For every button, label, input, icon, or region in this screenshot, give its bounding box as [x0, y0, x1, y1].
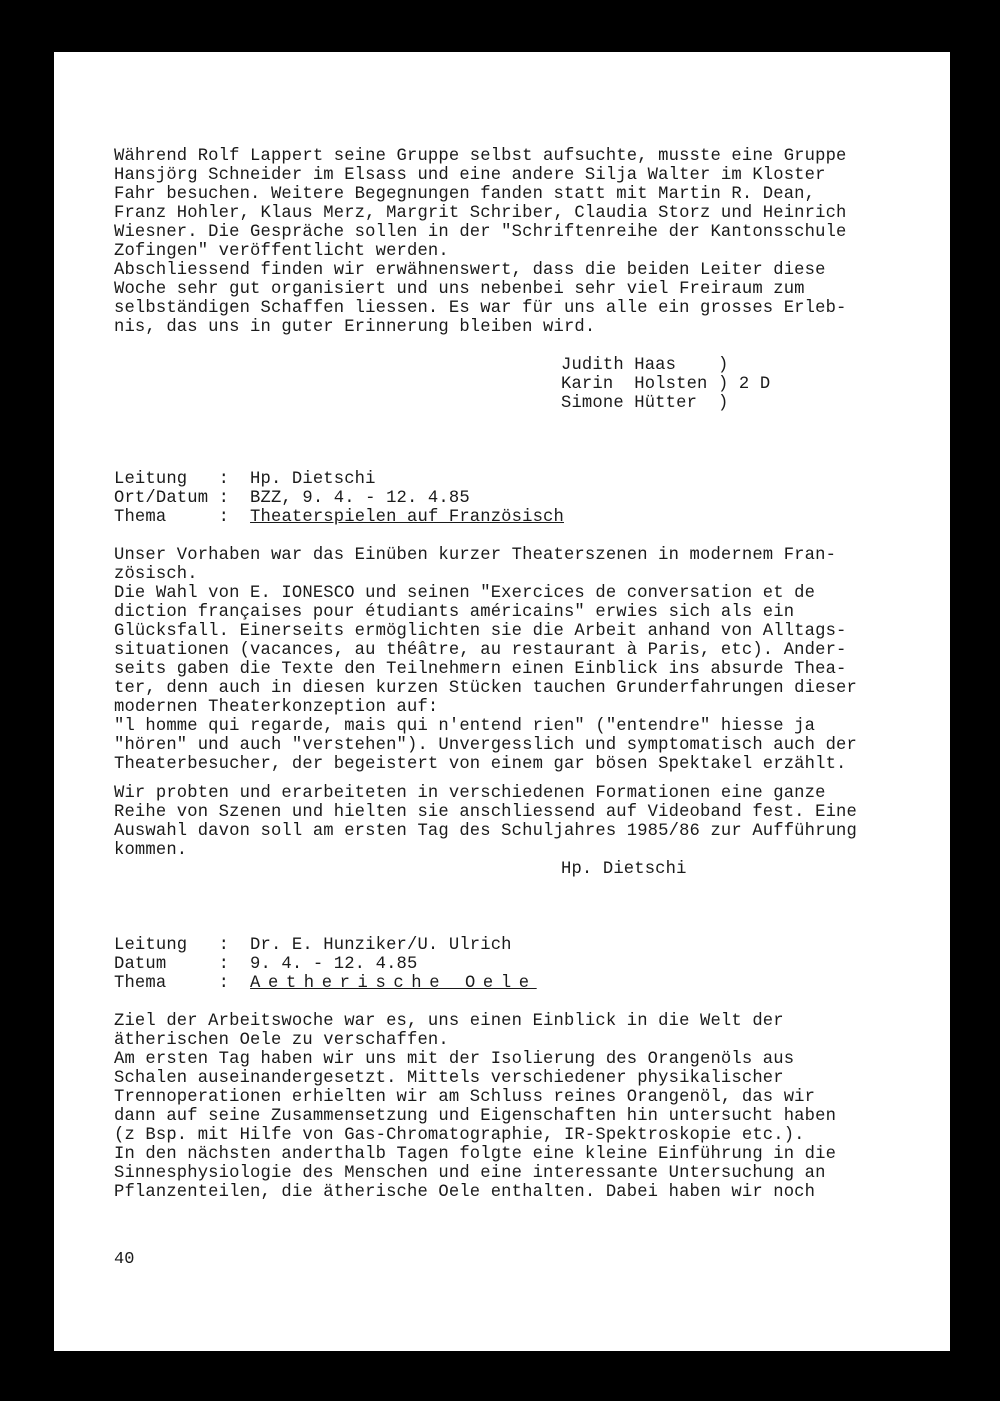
text-line: Ziel der Arbeitswoche war es, uns einen Einblick in die Welt der [114, 1012, 784, 1031]
thema-title: Theaterspielen auf Französisch [250, 508, 564, 527]
text-line: "l homme qui regarde, mais qui n'entend rien" ("entendre" hiesse ja [114, 717, 816, 736]
text-line: seits gaben die Texte den Teilnehmern einen Einblick ins absurde Thea- [114, 660, 847, 679]
text-line: Schalen auseinandergesetzt. Mittels verschiedener physikalischer [114, 1069, 784, 1088]
text-line: In den nächsten anderthalb Tagen folgte eine kleine Einführung in die [114, 1145, 837, 1164]
document-page [54, 52, 950, 1351]
thema-label: Thema : [114, 974, 251, 993]
text-line: Sinnesphysiologie des Menschen und eine interessante Untersuchung an [114, 1164, 826, 1183]
header-thema [114, 974, 537, 993]
thema-title: Aetherische Oele [250, 974, 537, 993]
header-leitung: Leitung : Dr. E. Hunziker/U. Ulrich [114, 936, 512, 955]
text-line: Franz Hohler, Klaus Merz, Margrit Schriber, Claudia Storz und Heinrich [114, 204, 847, 223]
text-line: Während Rolf Lappert seine Gruppe selbst aufsuchte, musste eine Gruppe [114, 147, 847, 166]
header-ort-datum: Ort/Datum : BZZ, 9. 4. - 12. 4.85 [114, 489, 470, 508]
text-line: Die Wahl von E. IONESCO und seinen "Exercices de conversation et de [114, 584, 816, 603]
text-line: Zofingen" veröffentlicht werden. [114, 242, 449, 261]
text-line: ätherischen Oele zu verschaffen. [114, 1031, 449, 1050]
report2-signature: Hp. Dietschi [561, 860, 687, 879]
text-line: modernen Theaterkonzeption auf: [114, 698, 439, 717]
thema-label: Thema : [114, 508, 251, 527]
text-line: "hören" und auch "verstehen"). Unvergesslich und symptomatisch auch der [114, 736, 857, 755]
text-line: Abschliessend finden wir erwähnenswert, dass die beiden Leiter diese [114, 261, 826, 280]
text-line: Fahr besuchen. Weitere Begegnungen fanden statt mit Martin R. Dean, [114, 185, 816, 204]
text-line: dann auf seine Zusammensetzung und Eigenschaften hin untersucht haben [114, 1107, 837, 1126]
header-thema [114, 508, 564, 527]
text-line: Auswahl davon soll am ersten Tag des Schuljahres 1985/86 zur Aufführung [114, 822, 857, 841]
signature-line: Simone Hütter ) [561, 394, 729, 413]
text-line: ter, denn auch in diesen kurzen Stücken tauchen Grunderfahrungen dieser [114, 679, 857, 698]
text-line: Trennoperationen erhielten wir am Schluss reines Orangenöl, das wir [114, 1088, 816, 1107]
text-line: Reihe von Szenen und hielten sie anschliessend auf Videoband fest. Eine [114, 803, 857, 822]
text-line: Wiesner. Die Gespräche sollen in der "Schriftenreihe der Kantonsschule [114, 223, 847, 242]
text-line: Am ersten Tag haben wir uns mit der Isolierung des Orangenöls aus [114, 1050, 795, 1069]
text-line: Unser Vorhaben war das Einüben kurzer Theaterszenen in modernem Fran- [114, 546, 837, 565]
text-line: diction françaises pour étudiants américains" erwies sich als ein [114, 603, 795, 622]
text-line: Glücksfall. Einerseits ermöglichten sie die Arbeit anhand von Alltags- [114, 622, 847, 641]
text-line: selbständigen Schaffen liessen. Es war für uns alle ein grosses Erleb- [114, 299, 847, 318]
header-datum: Datum : 9. 4. - 12. 4.85 [114, 955, 418, 974]
text-line: Wir probten und erarbeiteten in verschiedenen Formationen eine ganze [114, 784, 826, 803]
header-leitung: Leitung : Hp. Dietschi [114, 470, 376, 489]
text-line: situationen (vacances, au théâtre, au restaurant à Paris, etc). Ander- [114, 641, 847, 660]
text-line: Theaterbesucher, der begeistert von einem gar bösen Spektakel erzählt. [114, 755, 847, 774]
text-line: zösisch. [114, 565, 198, 584]
page-number: 40 [114, 1250, 135, 1269]
signature-line: Judith Haas ) [561, 356, 729, 375]
text-line: nis, das uns in guter Erinnerung bleiben wird. [114, 318, 596, 337]
text-line: Woche sehr gut organisiert und uns nebenbei sehr viel Freiraum zum [114, 280, 805, 299]
text-line: Hansjörg Schneider im Elsass und eine andere Silja Walter im Kloster [114, 166, 826, 185]
text-line: Pflanzenteilen, die ätherische Oele enthalten. Dabei haben wir noch [114, 1183, 816, 1202]
text-line: (z Bsp. mit Hilfe von Gas-Chromatographie, IR-Spektroskopie etc.). [114, 1126, 805, 1145]
signature-line: Karin Holsten ) 2 D [561, 375, 771, 394]
text-line: kommen. [114, 841, 188, 860]
